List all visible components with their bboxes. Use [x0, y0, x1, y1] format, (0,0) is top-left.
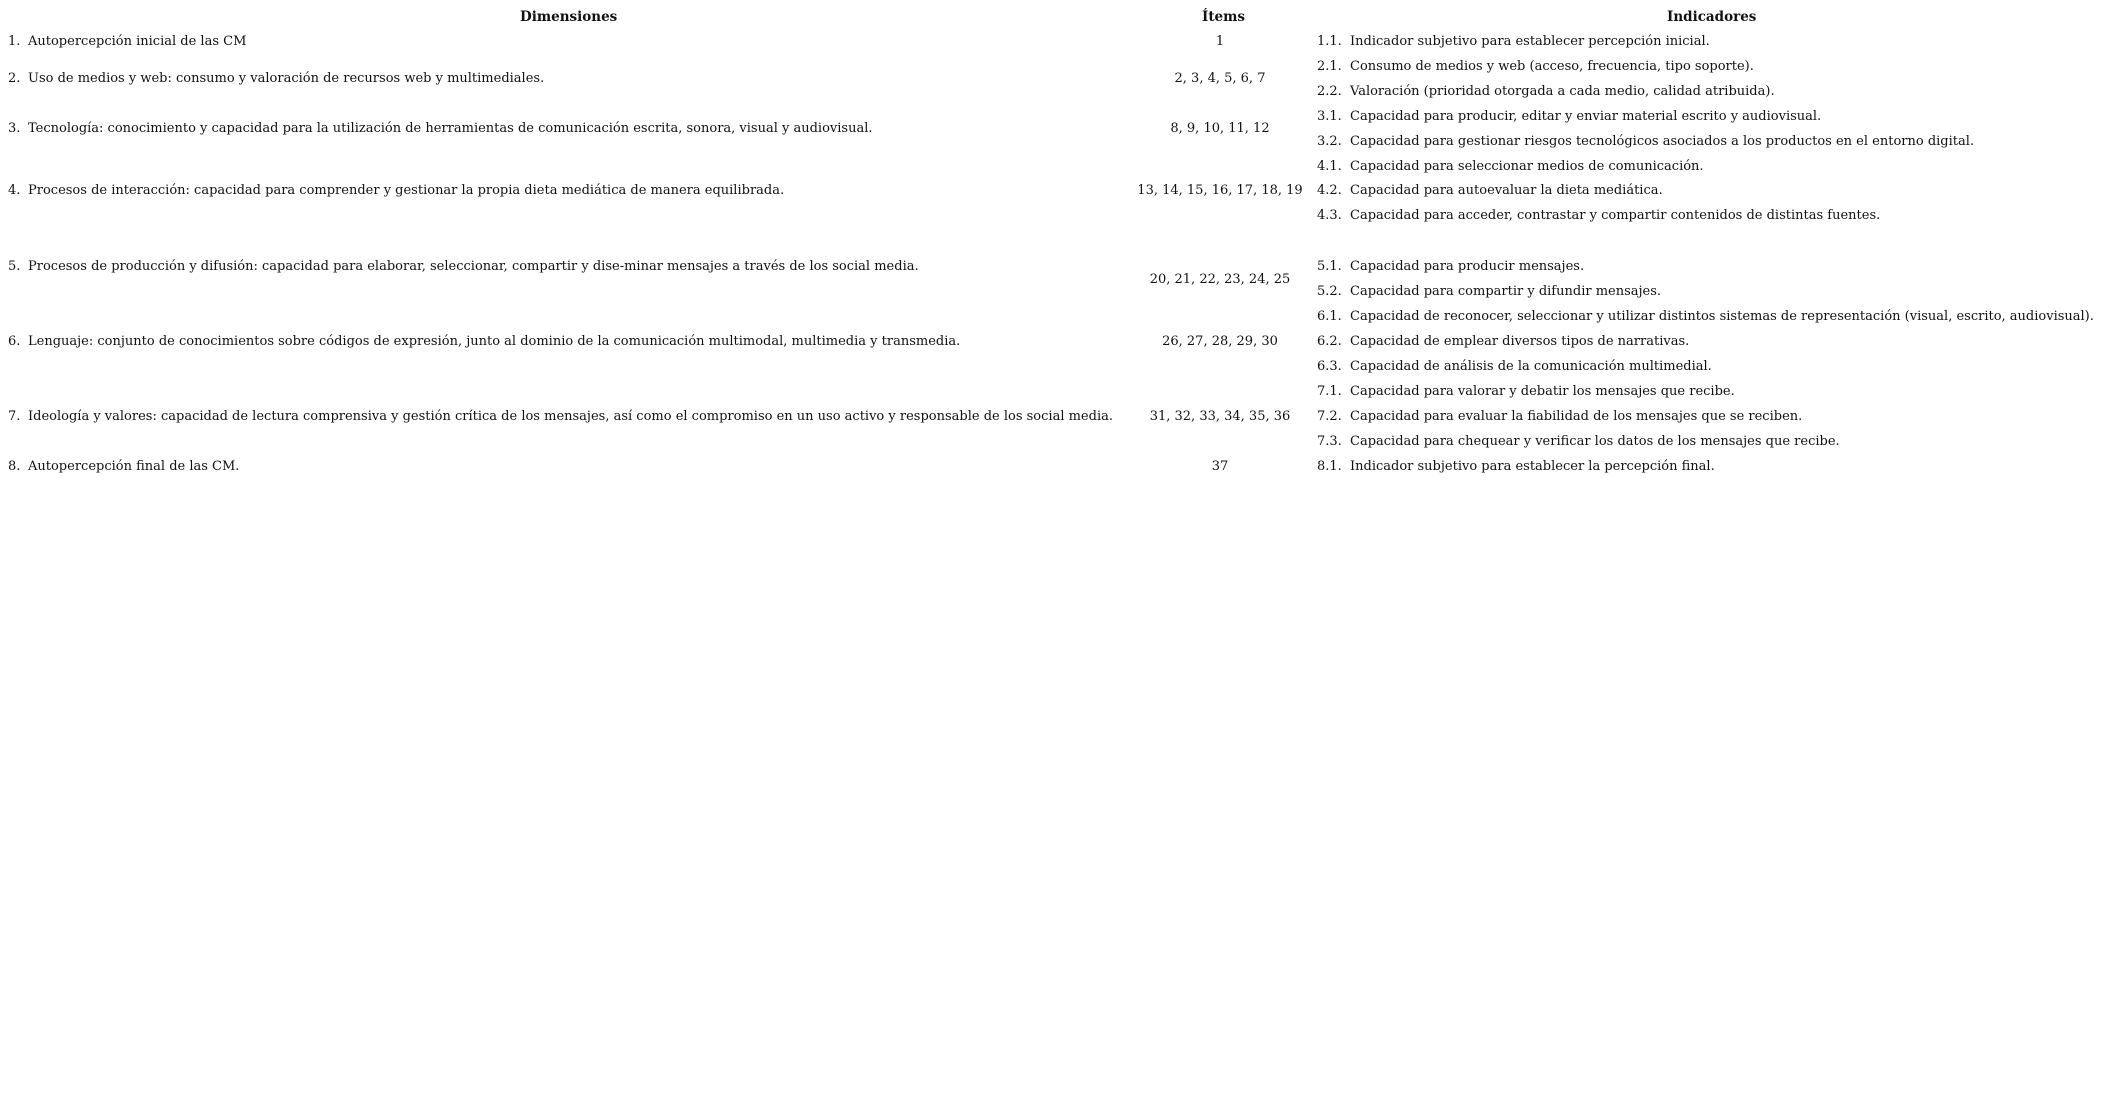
indicator-row: [1317, 182, 1663, 200]
items-cell: 1: [1215, 34, 1225, 49]
header-indicadores: Indicadores: [1667, 9, 1757, 25]
indicator-text: Capacidad de emplear diversos tipos de narrativas.: [1350, 334, 1690, 349]
indicator-text: Capacidad para producir mensajes.: [1350, 259, 1585, 274]
dimension-text: Uso de medios y web: consumo y valoración de recursos web y multimediales.: [28, 71, 545, 86]
indicator-row: [1317, 458, 1715, 476]
indicator-number: 5.2.: [1317, 284, 1342, 299]
indicator-number: 6.1.: [1317, 309, 1342, 324]
dimension-row: [8, 70, 544, 88]
indicator-number: 4.1.: [1317, 159, 1342, 174]
items-cell: 2, 3, 4, 5, 6, 7: [1174, 71, 1266, 86]
indicator-text: Capacidad para autoevaluar la dieta mediática.: [1350, 183, 1663, 198]
dimension-number: 3.: [8, 121, 21, 136]
indicator-number: 2.2.: [1317, 84, 1342, 99]
items-cell: 20, 21, 22, 23, 24, 25: [1149, 272, 1291, 287]
indicator-row: [1317, 108, 1821, 126]
indicator-row: [1317, 308, 2094, 326]
indicator-number: 6.2.: [1317, 334, 1342, 349]
indicator-row: [1317, 58, 1754, 76]
indicator-number: 7.1.: [1317, 384, 1342, 399]
indicator-row: [1317, 33, 1710, 51]
indicator-row: [1317, 207, 1880, 225]
indicator-text: Capacidad para seleccionar medios de comunicación.: [1350, 159, 1704, 174]
dimension-text: Procesos de producción y difusión: capacidad para elaborar, seleccionar, compartir y dise-minar mensajes a través de los social media.: [28, 259, 919, 274]
indicator-text: Valoración (prioridad otorgada a cada medio, calidad atribuida).: [1350, 84, 1775, 99]
indicator-number: 4.3.: [1317, 208, 1342, 223]
items-cell: 13, 14, 15, 16, 17, 18, 19: [1137, 183, 1303, 198]
dimension-text: Tecnología: conocimiento y capacidad para la utilización de herramientas de comunicación escrita, sonora, visual y audiovisual.: [28, 121, 873, 136]
indicator-number: 6.3.: [1317, 359, 1342, 374]
header-items: Ítems: [1202, 9, 1246, 25]
dimension-number: 2.: [8, 71, 21, 86]
indicator-number: 7.3.: [1317, 434, 1342, 449]
indicator-text: Capacidad para gestionar riesgos tecnológicos asociados a los productos en el entorno digital.: [1350, 134, 1975, 149]
indicator-row: [1317, 333, 1689, 351]
indicator-text: Capacidad de reconocer, seleccionar y utilizar distintos sistemas de representación (visual, escrito, audiovisual).: [1350, 309, 2094, 324]
indicator-text: Indicador subjetivo para establecer la percepción final.: [1350, 459, 1715, 474]
dimension-row: [8, 333, 960, 351]
indicator-number: 2.1.: [1317, 59, 1342, 74]
dimension-text: Procesos de interacción: capacidad para comprender y gestionar la propia dieta mediática de manera equilibrada.: [28, 183, 785, 198]
indicator-text: Capacidad para evaluar la fiabilidad de los mensajes que se reciben.: [1350, 409, 1803, 424]
indicator-text: Capacidad para compartir y difundir mensajes.: [1350, 284, 1662, 299]
indicator-row: [1317, 133, 1974, 151]
indicator-text: Capacidad de análisis de la comunicación multimedial.: [1350, 359, 1712, 374]
items-cell: 31, 32, 33, 34, 35, 36: [1149, 409, 1291, 424]
indicator-number: 5.1.: [1317, 259, 1342, 274]
header-dimensiones: Dimensiones: [520, 9, 618, 25]
indicator-text: Capacidad para producir, editar y enviar material escrito y audiovisual.: [1350, 109, 1822, 124]
dimension-row: [8, 258, 919, 276]
dimension-number: 1.: [8, 34, 21, 49]
dimension-number: 6.: [8, 334, 21, 349]
indicator-number: 7.2.: [1317, 409, 1342, 424]
dimension-number: 4.: [8, 183, 21, 198]
dimension-number: 5.: [8, 259, 21, 274]
indicator-number: 3.1.: [1317, 109, 1342, 124]
dimension-text: Autopercepción inicial de las CM: [28, 34, 247, 49]
indicator-text: Capacidad para chequear y verificar los datos de los mensajes que recibe.: [1350, 434, 1840, 449]
indicator-text: Capacidad para acceder, contrastar y compartir contenidos de distintas fuentes.: [1350, 208, 1881, 223]
dimension-number: 8.: [8, 459, 21, 474]
dimension-row: [8, 120, 873, 138]
dimension-row: [8, 33, 246, 51]
dimension-number: 7.: [8, 409, 21, 424]
items-cell: 8, 9, 10, 11, 12: [1170, 121, 1270, 136]
dimension-row: [8, 182, 784, 200]
indicator-row: [1317, 433, 1840, 451]
indicator-row: [1317, 383, 1735, 401]
indicator-text: Indicador subjetivo para establecer percepción inicial.: [1350, 34, 1710, 49]
indicator-number: 8.1.: [1317, 459, 1342, 474]
dimension-text: Ideología y valores: capacidad de lectura comprensiva y gestión crítica de los mensajes, así como el compromiso en un uso activo y responsable de los social media.: [28, 409, 1113, 424]
dimension-row: [8, 458, 239, 476]
dimension-text: Lenguaje: conjunto de conocimientos sobre códigos de expresión, junto al dominio de la comunicación multimodal, multimedia y transmedia.: [28, 334, 961, 349]
indicator-row: [1317, 358, 1712, 376]
indicator-row: [1317, 83, 1775, 101]
indicator-number: 3.2.: [1317, 134, 1342, 149]
indicator-row: [1317, 283, 1661, 301]
indicator-number: 1.1.: [1317, 34, 1342, 49]
indicator-row: [1317, 408, 1802, 426]
indicator-text: Capacidad para valorar y debatir los mensajes que recibe.: [1350, 384, 1735, 399]
items-cell: 37: [1211, 459, 1229, 474]
dimension-text: Autopercepción final de las CM.: [28, 459, 240, 474]
indicator-text: Consumo de medios y web (acceso, frecuencia, tipo soporte).: [1350, 59, 1754, 74]
indicator-row: [1317, 258, 1584, 276]
indicator-number: 4.2.: [1317, 183, 1342, 198]
indicator-row: [1317, 158, 1704, 176]
items-cell: 26, 27, 28, 29, 30: [1162, 334, 1278, 349]
dimension-row: [8, 408, 1113, 426]
